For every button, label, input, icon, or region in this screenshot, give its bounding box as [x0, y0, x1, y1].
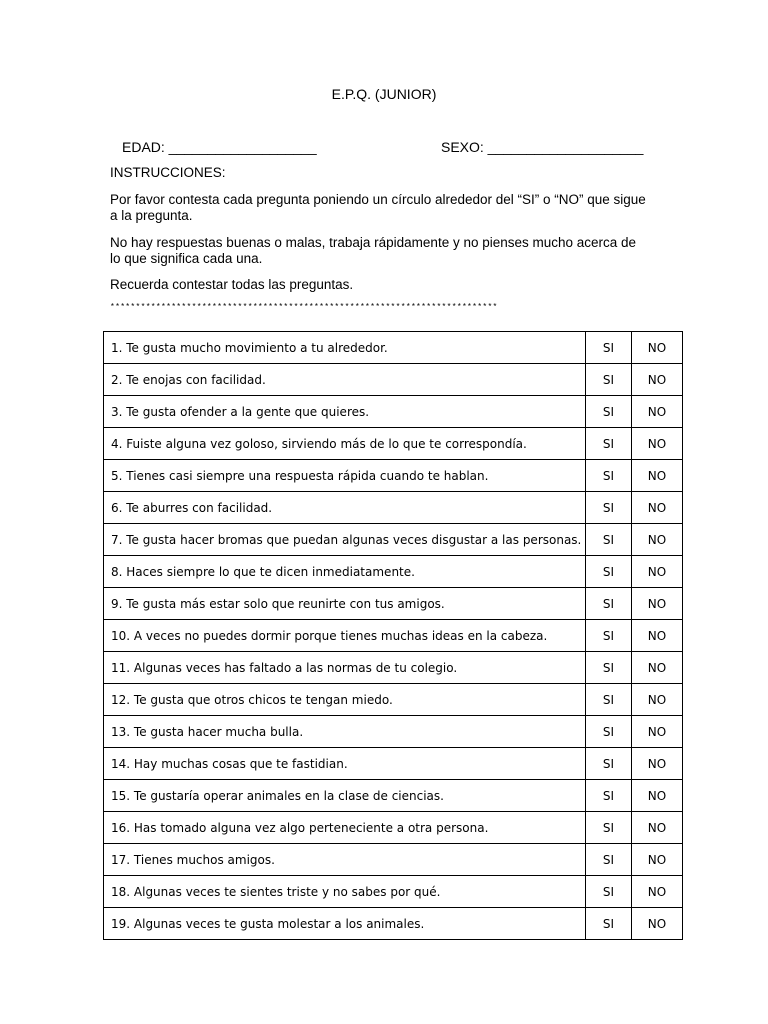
- answer-no[interactable]: NO: [632, 620, 683, 652]
- answer-no[interactable]: NO: [632, 908, 683, 940]
- answer-no[interactable]: NO: [632, 556, 683, 588]
- question-row: [104, 876, 683, 908]
- question-text: 17. Tienes muchos amigos.: [104, 844, 586, 876]
- question-row: [104, 620, 683, 652]
- question-text: 7. Te gusta hacer bromas que puedan algunas veces disgustar a las personas.: [104, 524, 586, 556]
- question-row: [104, 812, 683, 844]
- answer-no[interactable]: NO: [632, 332, 683, 364]
- edad-field: EDAD: ___________________: [122, 139, 317, 155]
- answer-no[interactable]: NO: [632, 684, 683, 716]
- answer-no[interactable]: NO: [632, 460, 683, 492]
- question-row: [104, 748, 683, 780]
- sexo-field: SEXO: ____________________: [441, 139, 644, 155]
- question-text: 8. Haces siempre lo que te dicen inmediatamente.: [104, 556, 586, 588]
- answer-no[interactable]: NO: [632, 876, 683, 908]
- question-text: 1. Te gusta mucho movimiento a tu alrededor.: [104, 332, 586, 364]
- answer-si[interactable]: SI: [586, 396, 632, 428]
- answer-no[interactable]: NO: [632, 492, 683, 524]
- question-text: 5. Tienes casi siempre una respuesta rápida cuando te hablan.: [104, 460, 586, 492]
- question-row: [104, 716, 683, 748]
- answer-si[interactable]: SI: [586, 684, 632, 716]
- answer-si[interactable]: SI: [586, 428, 632, 460]
- answer-no[interactable]: NO: [632, 588, 683, 620]
- answer-no[interactable]: NO: [632, 748, 683, 780]
- question-text: 9. Te gusta más estar solo que reunirte con tus amigos.: [104, 588, 586, 620]
- answer-si[interactable]: SI: [586, 876, 632, 908]
- question-text: 19. Algunas veces te gusta molestar a los animales.: [104, 908, 586, 940]
- question-row: [104, 780, 683, 812]
- answer-no[interactable]: NO: [632, 524, 683, 556]
- question-row: [104, 908, 683, 940]
- question-row: [104, 492, 683, 524]
- question-text: 15. Te gustaría operar animales en la clase de ciencias.: [104, 780, 586, 812]
- question-text: 2. Te enojas con facilidad.: [104, 364, 586, 396]
- instructions-paragraph-3: Recuerda contestar todas las preguntas.: [110, 277, 354, 292]
- question-row: [104, 460, 683, 492]
- answer-si[interactable]: SI: [586, 364, 632, 396]
- question-row: [104, 588, 683, 620]
- page-title: E.P.Q. (JUNIOR): [331, 86, 437, 102]
- answer-si[interactable]: SI: [586, 780, 632, 812]
- answer-si[interactable]: SI: [586, 588, 632, 620]
- question-text: 18. Algunas veces te sientes triste y no sabes por qué.: [104, 876, 586, 908]
- answer-si[interactable]: SI: [586, 908, 632, 940]
- answer-si[interactable]: SI: [586, 812, 632, 844]
- answer-si[interactable]: SI: [586, 492, 632, 524]
- question-row: [104, 364, 683, 396]
- answer-no[interactable]: NO: [632, 844, 683, 876]
- answer-si[interactable]: SI: [586, 620, 632, 652]
- answer-no[interactable]: NO: [632, 716, 683, 748]
- question-row: [104, 652, 683, 684]
- answer-si[interactable]: SI: [586, 844, 632, 876]
- question-row: [104, 556, 683, 588]
- question-row: [104, 396, 683, 428]
- answer-no[interactable]: NO: [632, 780, 683, 812]
- answer-no[interactable]: NO: [632, 428, 683, 460]
- answer-si[interactable]: SI: [586, 652, 632, 684]
- question-text: 11. Algunas veces has faltado a las normas de tu colegio.: [104, 652, 586, 684]
- question-text: 10. A veces no puedes dormir porque tienes muchas ideas en la cabeza.: [104, 620, 586, 652]
- answer-no[interactable]: NO: [632, 364, 683, 396]
- questions-table: [103, 331, 683, 940]
- question-text: 4. Fuiste alguna vez goloso, sirviendo más de lo que te correspondía.: [104, 428, 586, 460]
- question-text: 16. Has tomado alguna vez algo perteneciente a otra persona.: [104, 812, 586, 844]
- question-row: [104, 844, 683, 876]
- instructions-paragraph-1: Por favor contesta cada pregunta poniendo un círculo alrededor del “SI” o “NO” que sigue a la pregunta.: [110, 192, 646, 223]
- answer-si[interactable]: SI: [586, 460, 632, 492]
- answer-si[interactable]: SI: [586, 332, 632, 364]
- question-text: 14. Hay muchas cosas que te fastidian.: [104, 748, 586, 780]
- answer-si[interactable]: SI: [586, 556, 632, 588]
- answer-no[interactable]: NO: [632, 652, 683, 684]
- answer-no[interactable]: NO: [632, 812, 683, 844]
- question-text: 3. Te gusta ofender a la gente que quieres.: [104, 396, 586, 428]
- answer-si[interactable]: SI: [586, 748, 632, 780]
- answer-si[interactable]: SI: [586, 716, 632, 748]
- question-row: [104, 684, 683, 716]
- answer-si[interactable]: SI: [586, 524, 632, 556]
- instructions-heading: INSTRUCCIONES:: [110, 165, 226, 180]
- question-text: 13. Te gusta hacer mucha bulla.: [104, 716, 586, 748]
- question-row: [104, 332, 683, 364]
- question-row: [104, 524, 683, 556]
- question-row: [104, 428, 683, 460]
- question-text: 6. Te aburres con facilidad.: [104, 492, 586, 524]
- question-text: 12. Te gusta que otros chicos te tengan miedo.: [104, 684, 586, 716]
- separator-line: ****************************************************************************: [110, 303, 498, 312]
- answer-no[interactable]: NO: [632, 396, 683, 428]
- instructions-paragraph-2: No hay respuestas buenas o malas, trabaja rápidamente y no pienses mucho acerca de lo que significa cada una.: [110, 235, 637, 266]
